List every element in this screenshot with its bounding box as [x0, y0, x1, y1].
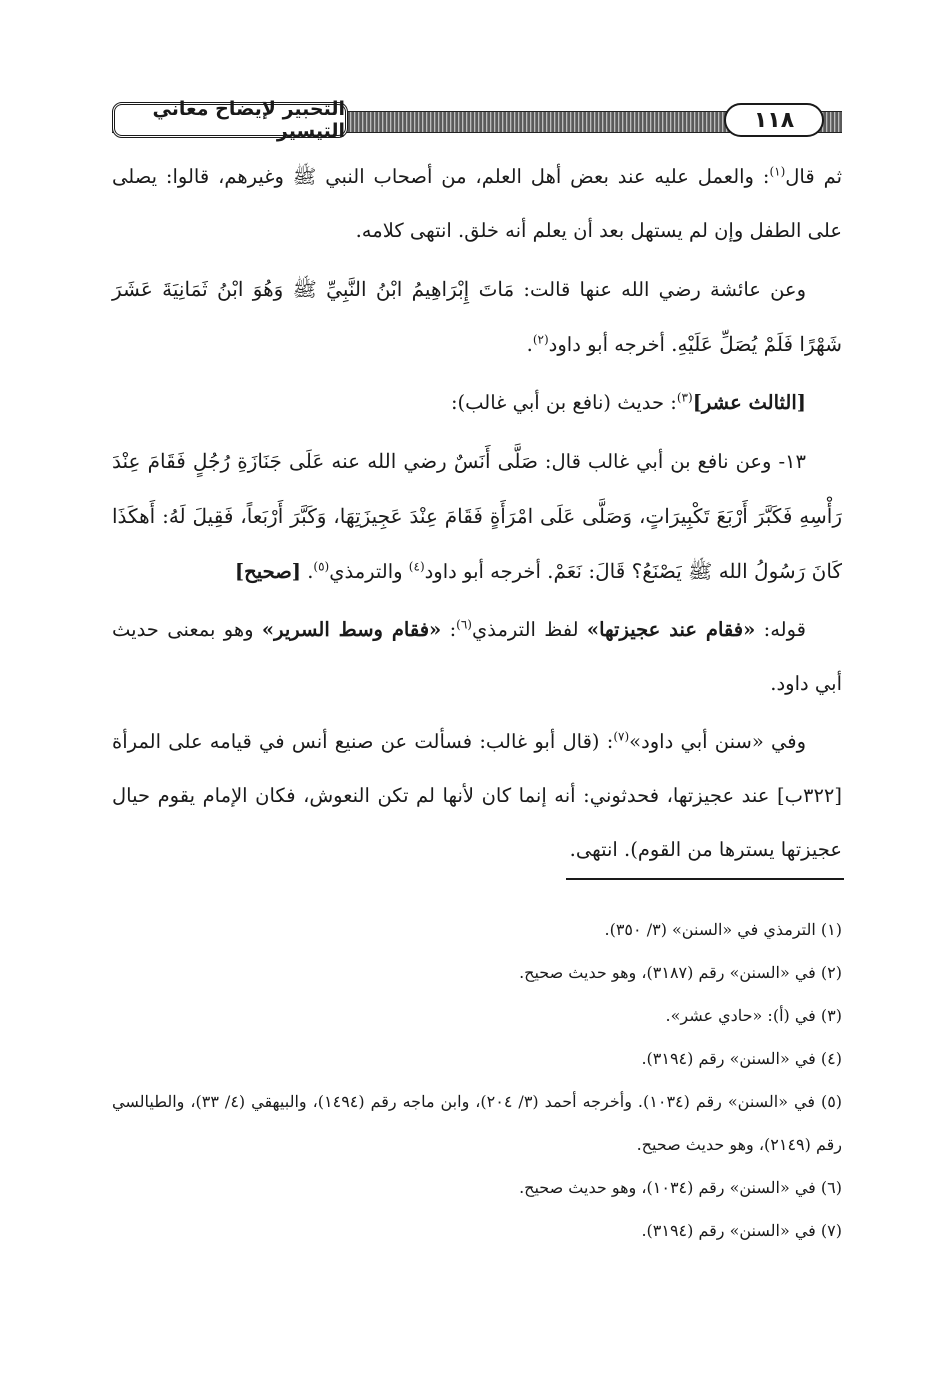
main-text [112, 150, 842, 877]
hadith-grade: [صحيح] [234, 560, 301, 583]
section-heading: [الثالث عشر]$^{(٣)}$: حديث (نافع بن أبي غالب): [450, 390, 806, 414]
footnote-ref: (٦) [456, 617, 472, 632]
page-number: ١١٨ [724, 103, 824, 137]
footnote-1: (١) الترمذي في «السنن» (٣/ ٣٥٠). [604, 920, 842, 939]
footnote-ref: (٤) [408, 559, 425, 574]
paragraph-hadith-13: ١٣- وعن نافع بن أبي غالب قال: صَلَّى أَنَسٌ رضي الله عنه عَلَى جَنَازَةِ رُجُلٍ فَقَامَ عِنْدَ رَأْسِهِ فَكَبَّرَ أَرْبَعَ تَكْبِيرَاتٍ، وَصَلَّى عَلَى امْرَأَةٍ فَقَامَ عِنْدَ عَجِيزَتِهَا، وَكَبَّرَ أَرْبَعاً، فَقِيلَ لَهُ: أَهكَذَا كَانَ رَسُولُ الله ﷺ يَصْنَعُ؟ قَالَ: نَعَمْ. أخرجه أبو داود$^{(٤)}$ والترمذي$^{(٥)}$. [صحيح] [112, 449, 842, 583]
paragraph-sunan-abi-dawud: وفي «سنن أبي داود»$^{(٧)}$: (قال أبو غالب: فسألت عن صنيع أنس في قيامه على المرأة [٣٢٢ب] عند عجيزتها، فحدثوني: أنه إنما كان لأنها لم تكن النعوش، فكان الإمام يقوم حيال عجيزتها يسترها من القوم). انتهى. [112, 729, 842, 861]
hadith-text: صَلَّى أَنَسٌ رضي الله عنه عَلَى جَنَازَةِ رُجُلٍ فَقَامَ عِنْدَ رَأْسِهِ فَكَبَّرَ أَرْبَعَ تَكْبِيرَاتٍ، وَصَلَّى عَلَى امْرَأَةٍ فَقَامَ عِنْدَ عَجِيزَتِهَا، وَكَبَّرَ أَرْبَعاً، فَقِيلَ لَهُ: أَهكَذَا كَانَ رَسُولُ الله ﷺ يَصْنَعُ؟ قَالَ: نَعَمْ. [112, 449, 842, 583]
footnote-6: (٦) في «السنن» رقم (١٠٣٤)، وهو حديث صحيح. [519, 1178, 842, 1197]
book-title: التحبير لإيضاح معاني التيسير [112, 102, 348, 138]
hadith-text: مَاتَ إِبْرَاهِيمُ ابْنُ النَّبِيِّ ﷺ وَهُوَ ابْنُ ثَمَانِيَةَ عَشَرَ شَهْرًا فَلَمْ يُصَلِّ عَلَيْهِ. [112, 277, 842, 356]
paragraph-commentary: قوله: «فقام عند عجيزتها» لفظ الترمذي$^{(٦)}$: «فقام وسط السرير» وهو بمعنى حديث أبي داود. [112, 617, 842, 695]
footnote-ref: (٣) [676, 390, 693, 405]
footnote-2: (٢) في «السنن» رقم (٣١٨٧)، وهو حديث صحيح. [519, 963, 842, 982]
footnote-ref: (٧) [613, 729, 630, 744]
footnote-ref: (٥) [313, 559, 330, 574]
footnote-3: (٣) في (أ): «حادي عشر». [665, 1006, 842, 1025]
footnote-separator [566, 878, 844, 880]
footnotes [112, 908, 842, 1252]
footnote-5: (٥) في «السنن» رقم (١٠٣٤). وأخرجه أحمد (٣/ ٢٠٤)، وابن ماجه رقم (١٤٩٤)، والبيهقي (٤/ ٣٣)، والطيالسي رقم (٢١٤٩)، وهو حديث صحيح. [112, 1092, 843, 1154]
footnote-ref: (١) [769, 164, 786, 179]
footnote-ref: (٢) [532, 332, 549, 347]
footnote-7: (٧) في «السنن» رقم (٣١٩٤). [641, 1221, 842, 1240]
page-header [112, 98, 842, 143]
paragraph-aisha-hadith: وعن عائشة رضي الله عنها قالت: مَاتَ إِبْرَاهِيمُ ابْنُ النَّبِيِّ ﷺ وَهُوَ ابْنُ ثَمَانِيَةَ عَشَرَ شَهْرًا فَلَمْ يُصَلِّ عَلَيْهِ. أخرجه أبو داود$^{(٢)}$. [112, 277, 842, 356]
paragraph-1: ثم قال$^{(١)}$: والعمل عليه عند بعض أهل العلم، من أصحاب النبي ﷺ وغيرهم، قالوا: يصلى على الطفل وإن لم يستهل بعد أن يعلم أنه خلق. انتهى كلامه. [112, 164, 842, 242]
footnote-4: (٤) في «السنن» رقم (٣١٩٤). [641, 1049, 842, 1068]
